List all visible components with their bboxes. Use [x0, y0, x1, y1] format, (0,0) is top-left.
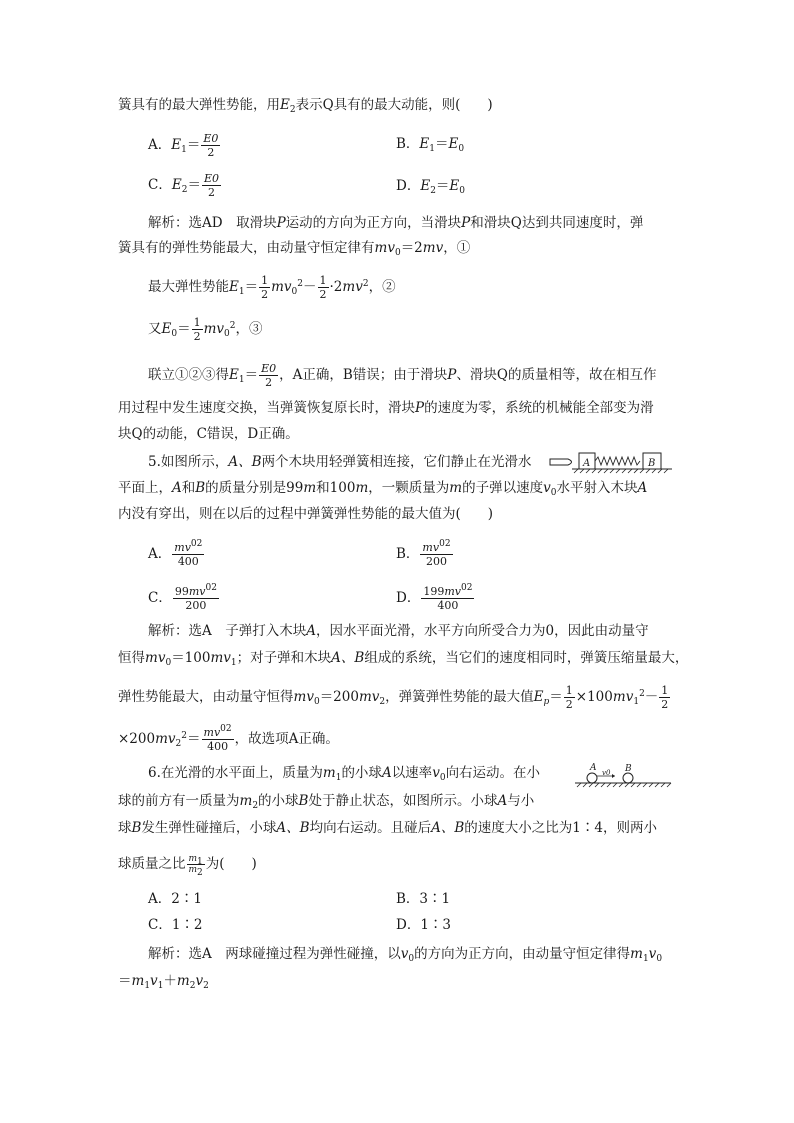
text: 5.如图所示， [148, 454, 229, 470]
sym-v: v [150, 973, 158, 989]
q4-option-d [396, 176, 465, 196]
sub: 0 [291, 287, 298, 297]
sub: 0 [439, 773, 446, 783]
sym-v: v [167, 731, 176, 747]
sym-v: v [157, 650, 166, 666]
text: 簧具有的弹性势能最大，由动量守恒定律有 [118, 240, 375, 256]
sym-v: v [400, 946, 409, 962]
sub: 1 [633, 697, 640, 707]
text: 和滑块Q达到共同速度时，弹 [470, 215, 644, 231]
text: ＝ [177, 321, 191, 337]
q6-option-b [396, 889, 450, 909]
text: ，因水平面光滑，水平方向所受合力为0，因此由动量守 [316, 623, 649, 639]
sup: 0 [190, 539, 197, 549]
text: ，A正确，B错误；由于滑块 [279, 367, 448, 383]
sub: 1 [238, 287, 245, 297]
numerator: 1 [193, 316, 201, 329]
q6-solution-line-1 [148, 944, 662, 964]
q6-option-a [148, 889, 202, 909]
sup: 2 [362, 279, 369, 289]
text: ，③ [235, 321, 263, 337]
q4-solution-line-1 [148, 213, 643, 233]
sym-b: B [195, 480, 206, 496]
fraction [659, 684, 670, 711]
text: 表示Q具有的最大动能，则( ) [295, 97, 493, 113]
sup: 0 [439, 539, 445, 549]
text: 联立①②③得 [148, 367, 229, 383]
sym-v: v [432, 765, 440, 781]
sup: 2 [297, 279, 304, 289]
text: 的方向为正方向，由动量守恒定律得 [414, 946, 631, 962]
sym-m: m [239, 793, 253, 809]
text: 球质量之比 [118, 856, 186, 872]
fraction [420, 541, 452, 568]
text: 6.在光滑的水平面上，质量为 [148, 765, 323, 781]
q6-solution-line-2 [118, 971, 209, 991]
sym-m: m [155, 731, 168, 747]
sym-v: v [625, 689, 634, 705]
text: 解析：选A 子弹打入木块 [148, 623, 307, 639]
sub: 2 [430, 186, 436, 196]
sym-v: v [213, 726, 221, 739]
text: 为( ) [205, 856, 257, 872]
sub: 1 [197, 857, 203, 867]
text: 用过程中发生速度交换，当弹簧恢复原长时，滑块 [118, 400, 415, 416]
sub: 0 [224, 329, 230, 339]
sub: 1 [144, 981, 151, 991]
sub: 1 [642, 954, 649, 964]
q5-option-c [148, 585, 220, 612]
fraction [318, 274, 329, 301]
q4-stem-tail [118, 95, 493, 115]
q5-option-d [396, 585, 475, 612]
text: 两个木块用轻弹簧相连接，它们静止在光滑水 [261, 454, 532, 470]
text: D．1∶3 [396, 917, 452, 933]
sym-e: E [171, 137, 182, 153]
sym-v: v [435, 240, 444, 256]
fraction [259, 362, 278, 389]
numerator: 1 [565, 684, 573, 697]
text: ＝ [435, 178, 450, 194]
q6-stem-line-2 [118, 791, 534, 811]
sym-v: v [216, 321, 225, 337]
sym-b: B [298, 793, 309, 809]
sym-e: E [161, 321, 172, 337]
text: 的质量分别是99 [205, 480, 304, 496]
fraction [201, 132, 220, 159]
sup: 2 [466, 583, 473, 593]
sym-a: A [172, 480, 182, 496]
sym-m: m [358, 689, 372, 705]
sub: 0 [459, 186, 466, 196]
sub: 2 [252, 801, 259, 811]
sub: 0 [656, 954, 663, 964]
sub: 0 [408, 954, 415, 964]
text: 簧具有的最大弹性势能，用 [118, 97, 280, 113]
fraction [564, 684, 575, 711]
text: ×200 [118, 731, 156, 747]
option-label: D． [396, 590, 421, 606]
numerator: 1 [661, 684, 669, 697]
denominator: 2 [265, 376, 273, 389]
text: 99 [174, 585, 189, 598]
sub: 2 [289, 105, 296, 115]
text: 、滑块Q的质量相等，故在相互作 [456, 367, 657, 383]
q6-stem-line-1 [148, 763, 540, 783]
text: ＝200 [319, 689, 359, 705]
denominator: 200 [425, 555, 447, 568]
sym-e: E [420, 178, 431, 194]
text: ＝ [549, 689, 563, 705]
sym-m: m [188, 865, 198, 875]
text: 块Q的动能，C错误，D正确。 [118, 426, 299, 442]
text: 内没有穿出，则在以后的过程中弹簧弹性势能的最大值为( ) [118, 506, 494, 522]
fraction [192, 316, 203, 343]
sub: 0 [165, 658, 172, 668]
text: ＝ [244, 279, 259, 295]
q4-solution-line-2 [118, 238, 470, 258]
q4-solution-line-3 [148, 274, 396, 301]
sub: 0 [171, 329, 178, 339]
ground-hatch [574, 469, 668, 473]
denominator: 2 [207, 186, 215, 199]
sup: 2 [444, 539, 451, 549]
option-label: A． [148, 137, 172, 153]
sym-e: E [229, 279, 239, 295]
text: － [303, 279, 317, 295]
numerator [420, 541, 452, 555]
numerator [173, 585, 219, 599]
sym-m: m [271, 279, 284, 295]
spring [595, 457, 640, 465]
q6-stem-line-4 [118, 854, 257, 878]
text: 处于静止状态，如图所示。小球 [308, 793, 498, 809]
sym-p: P [447, 367, 457, 383]
sub: 1 [238, 375, 245, 385]
sym-m: m [630, 946, 643, 962]
numerator: E0 [203, 172, 219, 185]
ball-a [587, 773, 597, 783]
fraction [187, 854, 205, 878]
sym-m: m [145, 650, 158, 666]
option-label: A． [148, 546, 172, 562]
sym-e: E [419, 136, 430, 152]
bullet [550, 459, 572, 465]
q5-stem-line-2 [118, 478, 647, 498]
text: ＋ [163, 973, 177, 989]
sym-v: v [387, 240, 395, 256]
text: 的小球 [341, 765, 382, 781]
sub: 2 [175, 739, 182, 749]
denominator: 2 [319, 288, 327, 301]
q4-option-c [148, 172, 222, 199]
fraction [259, 274, 270, 301]
fraction [173, 585, 219, 612]
sym-m: m [612, 689, 626, 705]
text: 发生弹性碰撞后，小球 [141, 820, 277, 836]
q5-solution-line-2 [118, 648, 688, 668]
sub: 2 [197, 868, 203, 878]
numerator: E0 [203, 132, 219, 145]
numerator: E0 [261, 362, 277, 375]
numerator: 1 [319, 274, 327, 287]
sub: 2 [203, 981, 209, 991]
text: 199 [423, 585, 445, 598]
sym-p: P [415, 400, 425, 416]
fraction [421, 585, 474, 612]
text: 以速率 [391, 765, 433, 781]
text: 弹性势能最大，由动量守恒得 [118, 689, 294, 705]
q5-stem-line-3 [118, 504, 493, 524]
block-b-label: B [648, 458, 656, 469]
text: ＝ [244, 367, 259, 383]
sym-v: v [454, 585, 461, 598]
sym-ab: A、B [276, 820, 310, 836]
text: 球 [118, 820, 132, 836]
sym-m: m [355, 480, 369, 496]
arrow-head [612, 774, 615, 778]
text: 运动的方向为正方向，当滑块 [285, 215, 462, 231]
numerator [202, 726, 234, 740]
text: 和100 [316, 480, 356, 496]
text: 的速度为零，系统的机械能全部变为滑 [424, 400, 654, 416]
denominator: 2 [661, 698, 669, 711]
text: ＝ [186, 137, 201, 153]
sym-m: m [293, 689, 307, 705]
denominator: 400 [207, 740, 229, 753]
text: ＝ [435, 136, 449, 152]
sup: 2 [639, 689, 645, 699]
sym-ab: A、B [228, 454, 262, 470]
q4-solution-line-4 [148, 316, 263, 343]
option-label: C． [148, 590, 172, 606]
sym-p: P [276, 215, 286, 231]
sym-e: E [229, 367, 239, 383]
text: 的小球 [258, 793, 299, 809]
sym-m: m [131, 973, 145, 989]
q5-solution-line-3 [118, 684, 671, 711]
q5-solution-line-4 [118, 726, 339, 753]
sym-v: v [432, 541, 440, 554]
text: ＝100 [171, 650, 211, 666]
sup: 2 [229, 321, 236, 331]
option-label: C． [148, 177, 172, 193]
sym-m: m [449, 480, 463, 496]
text: ×100 [575, 689, 613, 705]
q6-stem-line-3 [118, 818, 657, 838]
sym-m: m [374, 240, 388, 256]
q4-option-a [148, 132, 221, 159]
text: ；对子弹和木块 [236, 650, 332, 666]
q5-stem-line-1 [148, 452, 532, 472]
sym-b: B [131, 820, 142, 836]
sym-m: m [210, 650, 224, 666]
sym-m: m [203, 726, 214, 739]
text: 解析：选AD 取滑块 [148, 215, 277, 231]
q6-option-c [148, 915, 203, 935]
numerator [187, 854, 205, 865]
sup: 0 [205, 583, 212, 593]
sym-m: m [188, 854, 198, 864]
sym-ab: A、B [331, 650, 365, 666]
sym-m: m [422, 541, 433, 554]
text: ，① [443, 240, 471, 256]
sub: 1 [335, 773, 342, 783]
text: 球的前方有一质量为 [118, 793, 240, 809]
sym-v: v [223, 650, 231, 666]
sym-v: v [648, 946, 657, 962]
numerator: 1 [261, 274, 269, 287]
text: B．3∶1 [396, 891, 451, 907]
sub: 1 [181, 145, 187, 155]
q4-solution-line-6 [118, 398, 654, 418]
denominator: 400 [437, 599, 459, 612]
text: 平面上， [118, 480, 172, 496]
sym-m: m [444, 585, 455, 598]
sub: 0 [458, 144, 465, 154]
text: ，故选项A正确。 [234, 731, 339, 747]
denominator: 2 [193, 330, 201, 343]
sym-e: E [449, 178, 460, 194]
option-label: B． [396, 546, 420, 562]
sym-e: E [448, 136, 459, 152]
sym-v: v [195, 973, 204, 989]
text: A．2∶1 [148, 891, 202, 907]
ball-a-label: A [590, 763, 597, 773]
denominator [187, 865, 205, 878]
denominator: 2 [207, 146, 215, 159]
denominator: 2 [565, 698, 573, 711]
sym-a: A [306, 623, 316, 639]
sym-v: v [543, 480, 551, 496]
text: 的子弹以速度 [462, 480, 544, 496]
text: 均向右运动。且碰后 [309, 820, 432, 836]
q5-solution-line-1 [148, 621, 649, 641]
ball-b-label: B [625, 764, 632, 774]
sym-v: v [199, 585, 206, 598]
fraction [202, 726, 234, 753]
bullet-block-spring-figure [548, 451, 678, 477]
sym-a: A [497, 793, 508, 809]
sub: p [543, 697, 550, 707]
velocity-label: v0 [602, 769, 611, 777]
sym-m: m [303, 480, 317, 496]
sym-m: m [322, 765, 336, 781]
q4-solution-line-5 [148, 362, 656, 389]
sym-p: P [461, 215, 471, 231]
q5-option-a [148, 541, 205, 568]
sym-a: A [637, 480, 648, 496]
sup: 0 [460, 583, 467, 593]
sup: 2 [211, 583, 217, 593]
text: ，一颗质量为 [368, 480, 450, 496]
numerator [172, 541, 204, 555]
q4-option-b [396, 134, 464, 154]
sym-m: m [342, 279, 356, 295]
sub: 1 [230, 658, 237, 668]
text: ＝2 [400, 240, 423, 256]
sym-v: v [371, 689, 380, 705]
text: ，弹簧弹性势能的最大值 [385, 689, 534, 705]
sub: 0 [550, 488, 557, 498]
ground-hatch [577, 783, 671, 787]
text: ＝ [187, 177, 201, 193]
sym-m: m [174, 541, 185, 554]
text: ＝ [118, 973, 132, 989]
option-label: B． [396, 136, 420, 152]
sym-e: E [171, 177, 182, 193]
sym-m: m [188, 585, 200, 598]
sym-m: m [176, 973, 190, 989]
text: 与小 [507, 793, 535, 809]
sym-a: A [381, 765, 392, 781]
sym-v: v [355, 279, 363, 295]
text: － [644, 689, 659, 705]
fraction [202, 172, 221, 199]
sym-ab: A、B [431, 820, 465, 836]
sym-e: E [280, 97, 290, 113]
text: 向右运动。在小 [445, 765, 541, 781]
sub: 2 [189, 981, 196, 991]
sup: 0 [220, 724, 226, 734]
block-a-label: A [583, 458, 591, 469]
sym-m: m [422, 240, 436, 256]
sym-m: m [203, 321, 217, 337]
text: 恒得 [118, 650, 145, 666]
sub: 1 [429, 144, 436, 154]
text: ＝ [187, 731, 201, 747]
text: 组成的系统，当它们的速度相同时，弹簧压缩量最大， [364, 650, 689, 666]
text: C．1∶2 [148, 917, 203, 933]
text: 解析：选A 两球碰撞过程为弹性碰撞，以 [148, 946, 401, 962]
option-label: D． [396, 178, 421, 194]
text: 又 [148, 321, 162, 337]
text: 最大弹性势能 [148, 279, 229, 295]
q4-solution-line-7 [118, 424, 299, 444]
sub: 2 [379, 697, 386, 707]
sym-e: E [533, 689, 544, 705]
sub: 2 [181, 185, 188, 195]
text: 和 [181, 480, 196, 496]
q5-option-b [396, 541, 454, 568]
denominator: 2 [261, 288, 269, 301]
denominator: 400 [177, 555, 199, 568]
text: ·2 [329, 279, 343, 295]
sym-v: v [306, 689, 314, 705]
sub: 0 [394, 248, 401, 258]
text: 水平射入木块 [556, 480, 638, 496]
sup: 2 [196, 539, 203, 549]
denominator: 200 [185, 599, 207, 612]
ball-collision-figure [573, 761, 673, 791]
sym-v: v [184, 541, 191, 554]
q6-option-d [396, 915, 451, 935]
sup: 2 [181, 731, 188, 741]
sup: 2 [225, 724, 232, 734]
ball-b [623, 773, 633, 783]
text: 的速度大小之比为1∶4，则两小 [464, 820, 657, 836]
numerator [421, 585, 474, 599]
text: ，② [368, 279, 396, 295]
sub: 0 [313, 697, 320, 707]
sub: 1 [157, 981, 164, 991]
sym-v: v [283, 279, 292, 295]
fraction [172, 541, 204, 568]
